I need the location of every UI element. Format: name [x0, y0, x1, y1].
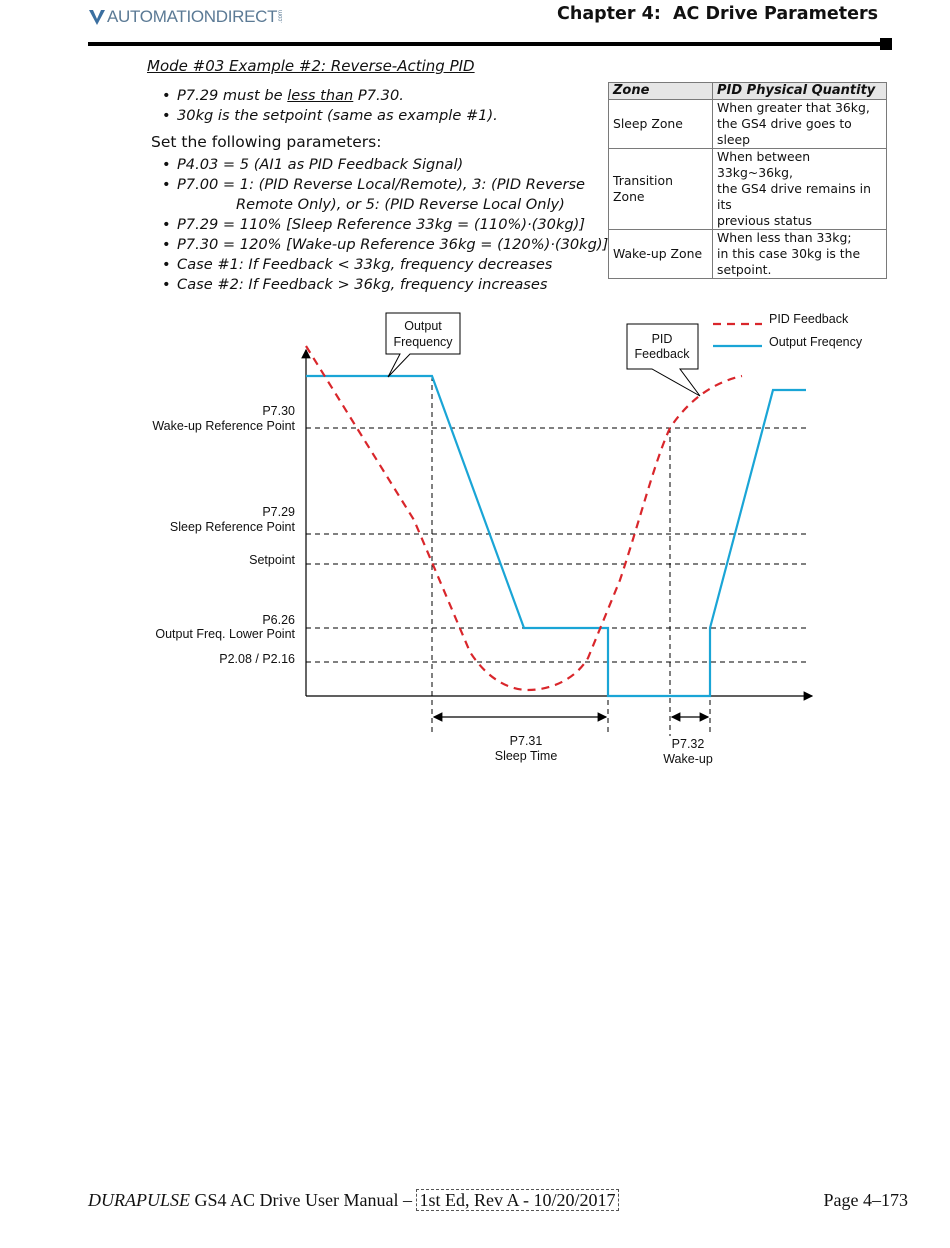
quantity-cell: When less than 33kg; in this case 30kg is the setpoint. [713, 230, 887, 279]
chapter-title: Chapter 4: AC Drive Parameters [557, 4, 878, 24]
level-label-p730-name: Wake-up Reference Point [152, 419, 295, 433]
footer-manual-title [88, 1190, 619, 1211]
callout-pid-line1: PID [651, 332, 673, 346]
quantity-cell: When greater that 36kg, the GS4 drive goes to sleep [713, 100, 887, 149]
callout-output-line1: Output [404, 319, 442, 333]
level-label-p730-code: P7.30 [262, 404, 295, 418]
param-item: • P7.29 = 110% [Sleep Reference 33kg = (110%)·(30kg)] [162, 215, 612, 235]
logo-suffix: .com [278, 10, 285, 24]
param-item: • P7.00 = 1: (PID Reverse Local/Remote), 3: (PID Reverse Remote Only), or 5: (PID Reverse Local Only) [162, 175, 612, 215]
timing-p731-name: Sleep Time [494, 749, 558, 763]
output-frequency-curve [306, 376, 806, 696]
param-item: • Case #2: If Feedback > 36kg, frequency increases [162, 275, 612, 295]
level-label-p208: P2.08 / P2.16 [219, 652, 295, 666]
note-item: • P7.29 must be less than P7.30. [162, 86, 612, 106]
callout-pid-line2: Feedback [634, 347, 690, 361]
timing-p732-code: P7.32 [671, 737, 705, 751]
logo-text: AUTOMATIONDIRECT [107, 7, 278, 26]
zone-cell: Sleep Zone [609, 100, 713, 149]
footer-manual: GS4 AC Drive User Manual – [190, 1190, 417, 1210]
param-item: • P4.03 = 5 (AI1 as PID Feedback Signal) [162, 155, 612, 175]
legend-output-label: Output Freqency [769, 335, 863, 349]
note-item: • 30kg is the setpoint (same as example #1). [162, 106, 612, 126]
section-title: Mode #03 Example #2: Reverse-Acting PID [147, 57, 475, 75]
level-label-p729-name: Sleep Reference Point [169, 520, 295, 534]
footer-brand: DURAPULSE [88, 1190, 190, 1210]
param-item: • Case #1: If Feedback < 33kg, frequency decreases [162, 255, 612, 275]
zone-cell: Transition Zone [609, 149, 713, 230]
table-header-quantity: PID Physical Quantity [713, 83, 887, 100]
table-header-zone: Zone [609, 83, 713, 100]
callout-output-line2: Frequency [393, 335, 453, 349]
timing-p732-name: Wake-up [663, 752, 713, 766]
footer-page-number: Page 4–173 [823, 1190, 908, 1210]
level-label-p626-code: P6.26 [262, 613, 295, 627]
pid-feedback-curve [306, 346, 742, 690]
set-params-label: Set the following parameters: [151, 133, 382, 151]
level-label-setpoint: Setpoint [249, 553, 295, 567]
param-item: • P7.30 = 120% [Wake-up Reference 36kg = (120%)·(30kg)] [162, 235, 612, 255]
quantity-cell: When between 33kg~36kg, the GS4 drive remains in its previous status [713, 149, 887, 230]
level-label-p729-code: P7.29 [262, 505, 295, 519]
legend-pid-label: PID Feedback [769, 312, 849, 326]
footer-edition: 1st Ed, Rev A - 10/20/2017 [416, 1189, 618, 1211]
zone-cell: Wake-up Zone [609, 230, 713, 279]
timing-p731-code: P7.31 [509, 734, 543, 748]
level-label-p626-name: Output Freq. Lower Point [155, 627, 295, 641]
